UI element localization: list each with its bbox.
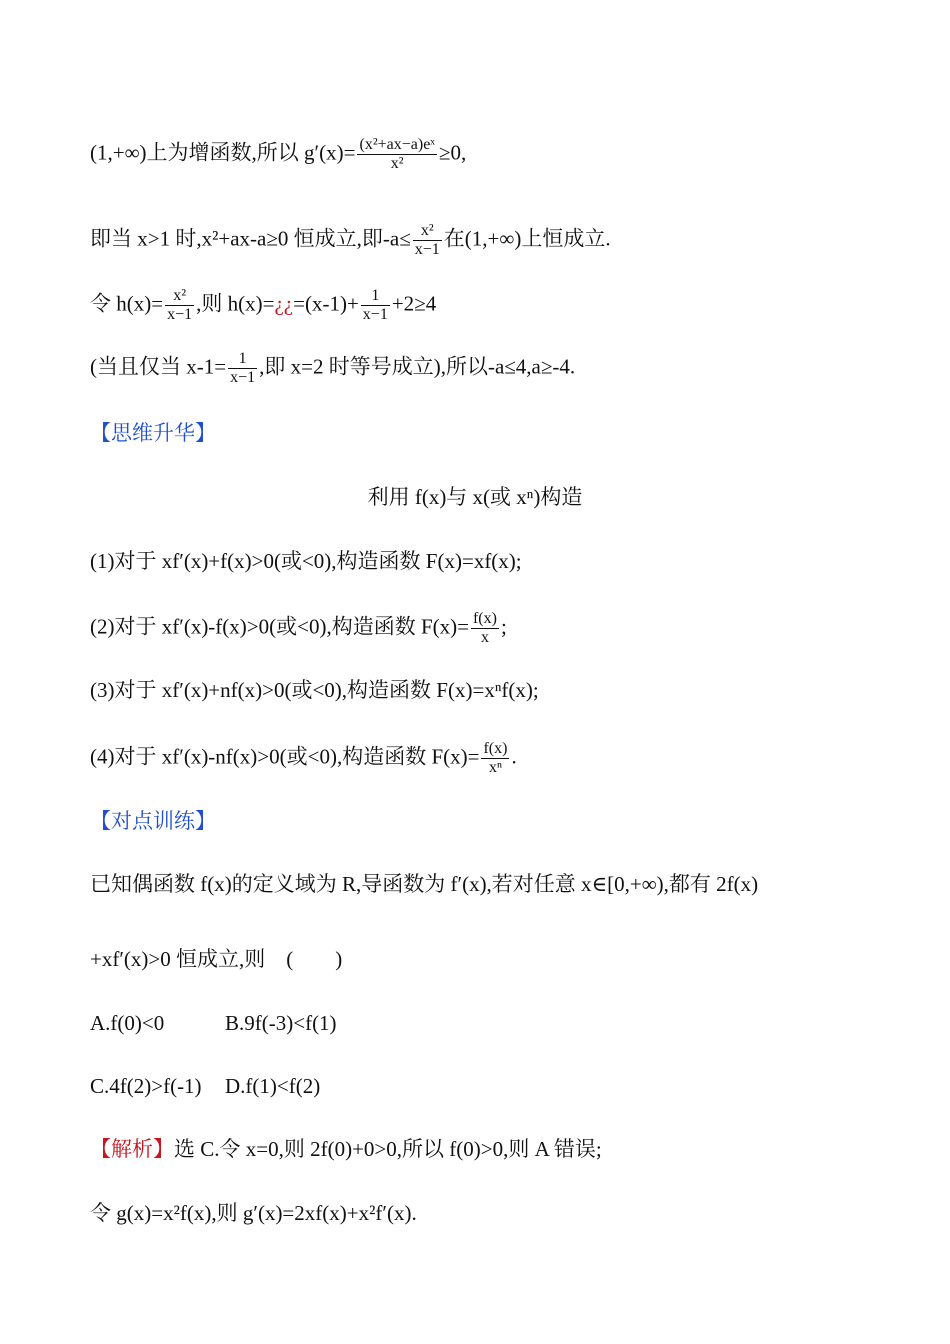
heading-duidian: 【对点训练】 [90, 809, 216, 833]
numerator: x² [165, 287, 194, 306]
text: +2≥4 [391, 291, 437, 316]
denominator: x² [390, 155, 404, 172]
text: . [511, 744, 517, 769]
line-gprime [90, 136, 466, 173]
garbled-glyphs: ¿¿ [274, 291, 294, 316]
denominator: x−1 [230, 369, 256, 386]
fraction [481, 740, 509, 777]
case-2 [90, 610, 507, 647]
center-title: 利用 f(x)与 x(或 xⁿ)构造 [367, 485, 583, 509]
fraction [357, 136, 436, 173]
text: =(x-1)+ [293, 291, 359, 316]
text: 在(1,+∞)上恒成立. [443, 226, 611, 251]
numerator: x² [413, 222, 442, 241]
case-4 [90, 740, 517, 777]
option-a: A.f(0)<0 [90, 1011, 165, 1035]
numerator: 1 [361, 287, 390, 306]
case-1: (1)对于 xf′(x)+f(x)>0(或<0),构造函数 F(x)=xf(x); [90, 549, 522, 573]
fraction [471, 610, 499, 647]
text: 即当 x>1 时,x²+ax-a≥0 恒成立,即-a≤ [90, 226, 411, 251]
options-row-2 [90, 1071, 320, 1101]
fraction [413, 222, 442, 259]
line-condition [90, 222, 611, 259]
denominator: x [480, 629, 489, 646]
denominator: x−1 [414, 241, 440, 258]
text: ,即 x=2 时等号成立),所以-a≤4,a≥-4. [259, 354, 576, 379]
option-d: D.f(1)<f(2) [225, 1074, 321, 1098]
line-h-def [90, 287, 436, 324]
denominator: xⁿ [488, 759, 502, 776]
text: (1,+∞)上为增函数,所以 g′(x)= [90, 140, 356, 165]
text: ; [500, 614, 507, 639]
text: 选 C.令 x=0,则 2f(0)+0>0,所以 f(0)>0,则 A 错误; [174, 1137, 602, 1161]
fraction [228, 350, 257, 387]
denominator: x−1 [167, 306, 193, 323]
options-row-1 [90, 1008, 337, 1038]
text: ,则 h(x)= [196, 291, 275, 316]
text: 令 h(x)= [90, 291, 164, 316]
line-equality [90, 350, 575, 387]
option-b: B.9f(-3)<f(1) [225, 1011, 337, 1035]
numerator: f(x) [472, 610, 497, 627]
fraction [361, 287, 390, 324]
last-line: 令 g(x)=x²f(x),则 g′(x)=2xf(x)+x²f′(x). [90, 1201, 417, 1225]
denominator: x−1 [362, 306, 388, 323]
text: (2)对于 xf′(x)-f(x)>0(或<0),构造函数 F(x)= [90, 614, 469, 639]
question-line-1: 已知偶函数 f(x)的定义域为 R,导函数为 f′(x),若对任意 x∈[0,+∞),都有 2f(x) [90, 872, 759, 896]
option-c: C.4f(2)>f(-1) [90, 1074, 202, 1098]
heading-siwei: 【思维升华】 [90, 421, 216, 445]
numerator: (x²+ax−a)eˣ [359, 136, 435, 153]
case-3: (3)对于 xf′(x)+nf(x)>0(或<0),构造函数 F(x)=xⁿf(x); [90, 678, 539, 702]
text: (当且仅当 x-1= [90, 354, 227, 379]
fraction [165, 287, 194, 324]
question-line-2: +xf′(x)>0 恒成立,则 ( ) [90, 947, 343, 971]
solution-label: 【解析】 [90, 1137, 174, 1161]
solution-line [90, 1134, 602, 1164]
numerator: f(x) [483, 740, 508, 757]
text: ≥0, [438, 140, 467, 165]
text: (4)对于 xf′(x)-nf(x)>0(或<0),构造函数 F(x)= [90, 744, 480, 769]
numerator: 1 [228, 350, 257, 369]
